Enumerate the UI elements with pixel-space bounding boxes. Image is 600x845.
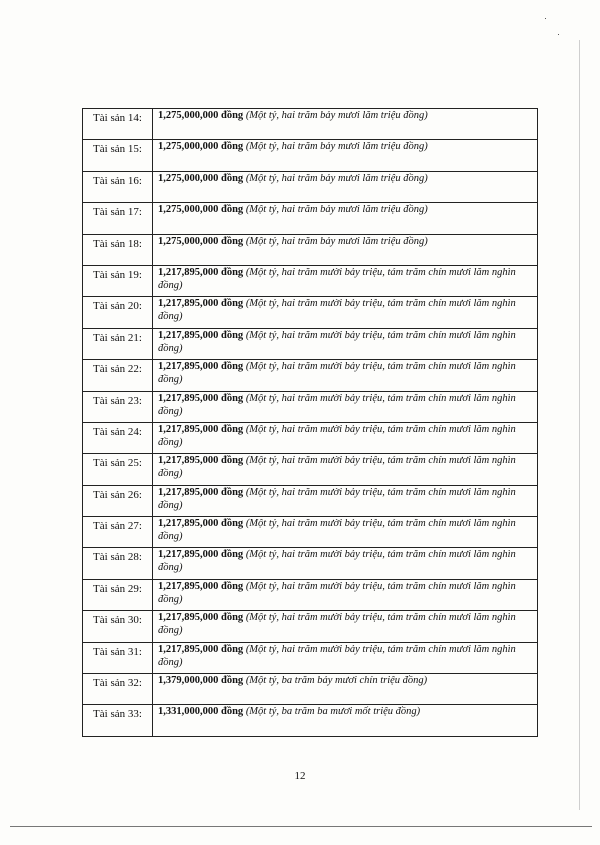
asset-amount: 1,217,895,000 đồng [158,643,244,655]
asset-value-cell [153,611,538,642]
asset-value-cell [153,328,538,359]
asset-amount-words: (Một tỷ, hai trăm mười bảy triệu, tám trăm chín mươi lăm nghìn đồng) [158,580,516,605]
scan-edge [579,40,580,810]
asset-value-cell [153,171,538,202]
table-row [83,422,538,453]
asset-amount: 1,217,895,000 đồng [158,549,244,561]
asset-amount: 1,217,895,000 đồng [158,580,244,592]
asset-label: Tài sản 20: [83,297,153,328]
asset-amount-words: (Một tỷ, ba trăm ba mươi mốt triệu đồng) [245,706,421,718]
table-row [83,454,538,485]
table-row [83,517,538,548]
asset-label: Tài sản 31: [83,642,153,673]
asset-amount: 1,217,895,000 đồng [158,486,244,498]
table-row [83,234,538,265]
asset-label: Tài sản 29: [83,579,153,610]
asset-value-cell [153,140,538,171]
asset-value-cell [153,642,538,673]
asset-amount-words: (Một tỷ, hai trăm mười bảy triệu, tám trăm chín mươi lăm nghìn đồng) [158,455,516,480]
asset-amount-words: (Một tỷ, ba trăm bảy mươi chín triệu đồng) [245,675,428,687]
asset-label: Tài sản 14: [83,109,153,140]
asset-label: Tài sản 26: [83,485,153,516]
table-row [83,109,538,140]
asset-amount: 1,217,895,000 đồng [158,455,244,467]
table-row [83,548,538,579]
asset-label: Tài sản 24: [83,422,153,453]
asset-amount: 1,331,000,000 đồng [158,706,244,718]
asset-label: Tài sản 27: [83,517,153,548]
asset-amount-words: (Một tỷ, hai trăm bảy mươi lăm triệu đồng) [245,110,428,121]
table-row [83,297,538,328]
asset-amount: 1,217,895,000 đồng [158,266,244,278]
asset-value-cell [153,517,538,548]
asset-amount-words: (Một tỷ, hai trăm mười bảy triệu, tám trăm chín mươi lăm nghìn đồng) [158,518,516,543]
asset-amount-words: (Một tỷ, hai trăm mười bảy triệu, tám trăm chín mươi lăm nghìn đồng) [158,423,516,448]
asset-label: Tài sản 25: [83,454,153,485]
asset-label: Tài sản 19: [83,265,153,296]
table-row [83,203,538,234]
table-row [83,360,538,391]
table-row [83,611,538,642]
asset-value-cell [153,391,538,422]
asset-label: Tài sản 23: [83,391,153,422]
asset-amount-words: (Một tỷ, hai trăm mười bảy triệu, tám trăm chín mươi lăm nghìn đồng) [158,486,516,511]
asset-amount-words: (Một tỷ, hai trăm mười bảy triệu, tám trăm chín mươi lăm nghìn đồng) [158,549,516,574]
scan-speck [558,34,559,35]
table-row [83,642,538,673]
asset-amount-words: (Một tỷ, hai trăm mười bảy triệu, tám trăm chín mươi lăm nghìn đồng) [158,361,516,386]
asset-value-cell [153,674,538,705]
asset-price-table [82,108,538,737]
table-row [83,265,538,296]
asset-label: Tài sản 16: [83,171,153,202]
asset-value-cell [153,548,538,579]
asset-label: Tài sản 21: [83,328,153,359]
asset-amount: 1,217,895,000 đồng [158,423,244,435]
asset-amount-words: (Một tỷ, hai trăm mười bảy triệu, tám trăm chín mươi lăm nghìn đồng) [158,392,516,417]
asset-amount: 1,275,000,000 đồng [158,172,244,184]
asset-amount-words: (Một tỷ, hai trăm bảy mươi lăm triệu đồng) [245,204,428,216]
asset-amount-words: (Một tỷ, hai trăm mười bảy triệu, tám trăm chín mươi lăm nghìn đồng) [158,298,516,323]
asset-value-cell [153,422,538,453]
table-row [83,485,538,516]
asset-label: Tài sản 18: [83,234,153,265]
asset-value-cell [153,705,538,736]
asset-value-cell [153,265,538,296]
asset-label: Tài sản 17: [83,203,153,234]
asset-amount-words: (Một tỷ, hai trăm mười bảy triệu, tám trăm chín mươi lăm nghìn đồng) [158,329,516,354]
asset-amount: 1,275,000,000 đồng [158,110,244,121]
asset-amount-words: (Một tỷ, hai trăm mười bảy triệu, tám trăm chín mươi lăm nghìn đồng) [158,612,516,637]
table-row [83,705,538,736]
asset-label: Tài sản 15: [83,140,153,171]
asset-amount: 1,379,000,000 đồng [158,675,244,687]
asset-amount: 1,275,000,000 đồng [158,235,244,247]
asset-amount-words: (Một tỷ, hai trăm mười bảy triệu, tám trăm chín mươi lăm nghìn đồng) [158,266,516,291]
asset-amount-words: (Một tỷ, hai trăm bảy mươi lăm triệu đồng) [245,141,428,153]
asset-label: Tài sản 28: [83,548,153,579]
asset-value-cell [153,360,538,391]
asset-amount: 1,275,000,000 đồng [158,204,244,216]
footer-divider [10,826,592,827]
table-row [83,328,538,359]
asset-amount: 1,217,895,000 đồng [158,298,244,310]
table-row [83,391,538,422]
asset-value-cell [153,297,538,328]
asset-value-cell [153,454,538,485]
asset-amount: 1,217,895,000 đồng [158,329,244,341]
asset-amount: 1,217,895,000 đồng [158,518,244,530]
asset-amount-words: (Một tỷ, hai trăm mười bảy triệu, tám trăm chín mươi lăm nghìn đồng) [158,643,516,668]
scan-speck [545,18,546,19]
asset-value-cell [153,579,538,610]
asset-value-cell [153,485,538,516]
asset-value-cell [153,109,538,140]
page-number: 12 [294,770,306,782]
asset-value-cell [153,203,538,234]
asset-label: Tài sản 33: [83,705,153,736]
asset-amount: 1,217,895,000 đồng [158,392,244,404]
table-row [83,579,538,610]
asset-amount-words: (Một tỷ, hai trăm bảy mươi lăm triệu đồng) [245,172,428,184]
table-row [83,674,538,705]
asset-amount: 1,275,000,000 đồng [158,141,244,153]
asset-label: Tài sản 22: [83,360,153,391]
asset-label: Tài sản 30: [83,611,153,642]
table-row [83,140,538,171]
asset-amount-words: (Một tỷ, hai trăm bảy mươi lăm triệu đồng) [245,235,428,247]
asset-value-cell [153,234,538,265]
asset-amount: 1,217,895,000 đồng [158,361,244,373]
table-row [83,171,538,202]
asset-amount: 1,217,895,000 đồng [158,612,244,624]
asset-label: Tài sản 32: [83,674,153,705]
